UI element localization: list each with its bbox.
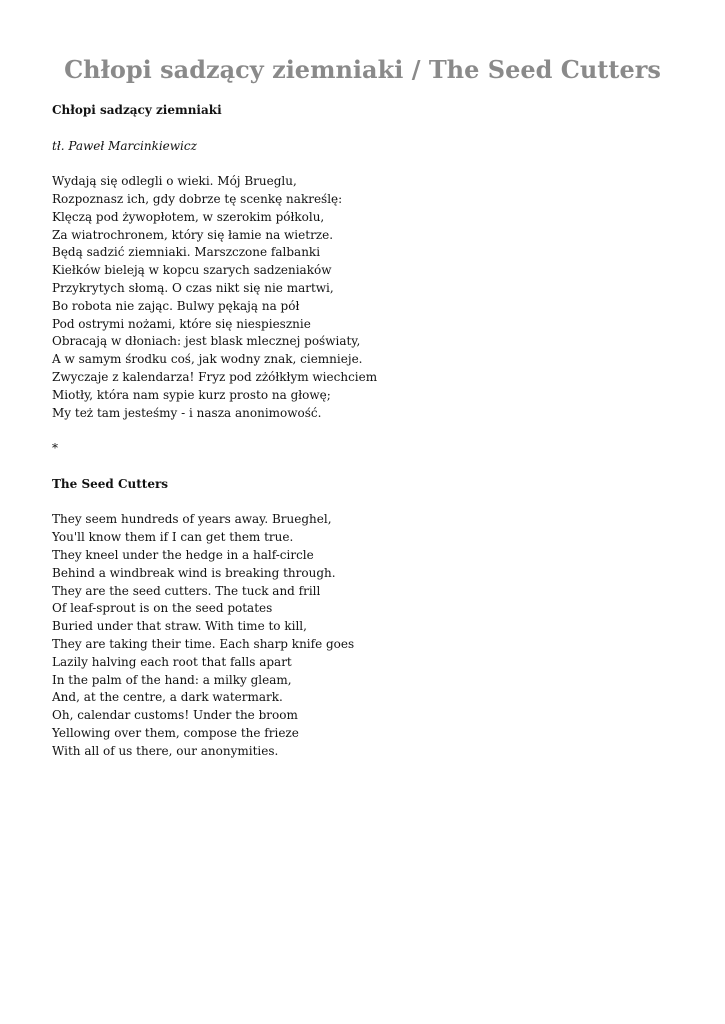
- poem-line: Zwyczaje z kalendarza! Fryz pod zżółkłym wiechciem: [52, 369, 378, 384]
- polish-poem-heading: Chłopi sadzący ziemniaki: [52, 103, 222, 117]
- poem-line: Kiełków bieleją w kopcu szarych sadzeniaków: [52, 263, 332, 278]
- poem-line: They are the seed cutters. The tuck and frill: [52, 583, 321, 598]
- english-poem-stanza: [52, 511, 672, 760]
- poem-line: They kneel under the hedge in a half-circle: [52, 547, 314, 562]
- poem-line: Obracają w dłoniach: jest blask mlecznej poświaty,: [52, 334, 361, 349]
- article-body: [52, 102, 672, 760]
- poem-line: Oh, calendar customs! Under the broom: [52, 708, 298, 723]
- poem-line: Klęczą pod żywopłotem, w szerokim półkolu,: [52, 209, 325, 224]
- poem-line: Yellowing over them, compose the frieze: [52, 725, 299, 740]
- poem-line: Rozpoznasz ich, gdy dobrze tę scenkę nakreślę:: [52, 191, 343, 206]
- poem-line: With all of us there, our anonymities.: [52, 743, 279, 758]
- poem-line: Lazily halving each root that falls apart: [52, 654, 292, 669]
- poem-line: Behind a windbreak wind is breaking through.: [52, 565, 336, 580]
- poem-line: My też tam jesteśmy - i nasza anonimowość.: [52, 405, 322, 420]
- poem-line: Miotły, która nam sypie kurz prosto na głowę;: [52, 387, 331, 402]
- poem-line: Będą sadzić ziemniaki. Marszczone falbanki: [52, 245, 321, 260]
- poem-line: A w samym środku coś, jak wodny znak, ciemnieje.: [52, 352, 363, 367]
- poem-line: In the palm of the hand: a milky gleam,: [52, 672, 292, 687]
- poem-line: You'll know them if I can get them true.: [52, 530, 294, 545]
- english-poem-heading: The Seed Cutters: [52, 476, 169, 491]
- poem-line: And, at the centre, a dark watermark.: [52, 690, 283, 705]
- poem-line: Wydają się odlegli o wieki. Mój Brueglu,: [52, 174, 297, 189]
- poem-line: Bo robota nie zając. Bulwy pękają na pół: [52, 298, 300, 313]
- page-title: Chłopi sadzący ziemniaki / The Seed Cutters: [64, 55, 661, 84]
- poem-line: Of leaf-sprout is on the seed potates: [52, 601, 273, 616]
- poem-line: Za wiatrochronem, który się łamie na wietrze.: [52, 227, 334, 242]
- poem-line: They seem hundreds of years away. Brueghel,: [52, 512, 332, 527]
- polish-poem-stanza: [52, 173, 672, 422]
- poem-line: Buried under that straw. With time to kill,: [52, 619, 307, 634]
- translator-credit: tł. Paweł Marcinkiewicz: [52, 138, 197, 153]
- poem-line: They are taking their time. Each sharp knife goes: [52, 636, 355, 651]
- section-separator: *: [52, 441, 58, 456]
- poem-line: Przykrytych słomą. O czas nikt się nie martwi,: [52, 280, 334, 295]
- poem-line: Pod ostrymi nożami, które się niespiesznie: [52, 316, 311, 331]
